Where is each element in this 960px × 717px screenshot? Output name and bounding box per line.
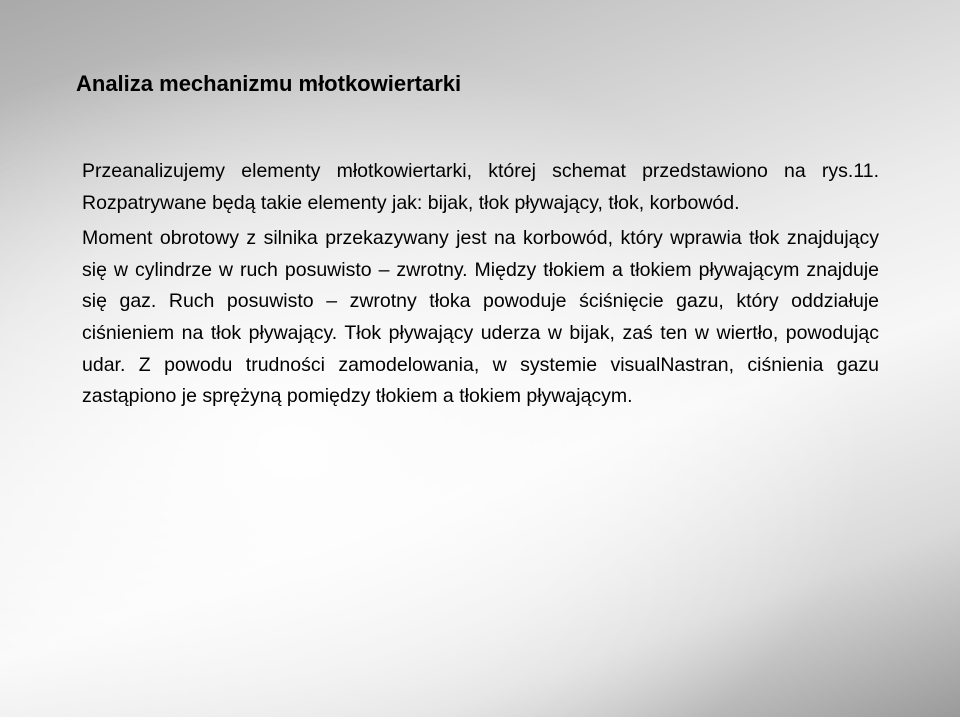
paragraph-mechanism: Moment obrotowy z silnika przekazywany jest na korbowód, który wprawia tłok znajdujący się w cylindrze w ruch posuwisto – zwrotny. Między tłokiem a tłokiem pływającym znajduje się gaz. Ruch posuwisto – zwrotny tłoka powoduje ściśnięcie gazu, który oddziałuje ciśnieniem na tłok pływający. Tłok pływający uderza w bijak, zaś ten w wiertło, powodując udar. Z powodu trudności zamodelowania, w systemie visualNastran, ciśnienia gazu zastąpiono je sprężyną pomiędzy tłokiem a tłokiem pływającym. <box>82 227 879 408</box>
slide-body <box>82 156 879 413</box>
slide-title: Analiza mechanizmu młotkowiertarki <box>76 71 462 96</box>
paragraph-intro: Przeanalizujemy elementy młotkowiertarki, której schemat przedstawiono na rys.11. Rozpatrywane będą takie elementy jak: bijak, tłok pływający, tłok, korbowód. <box>82 160 879 214</box>
